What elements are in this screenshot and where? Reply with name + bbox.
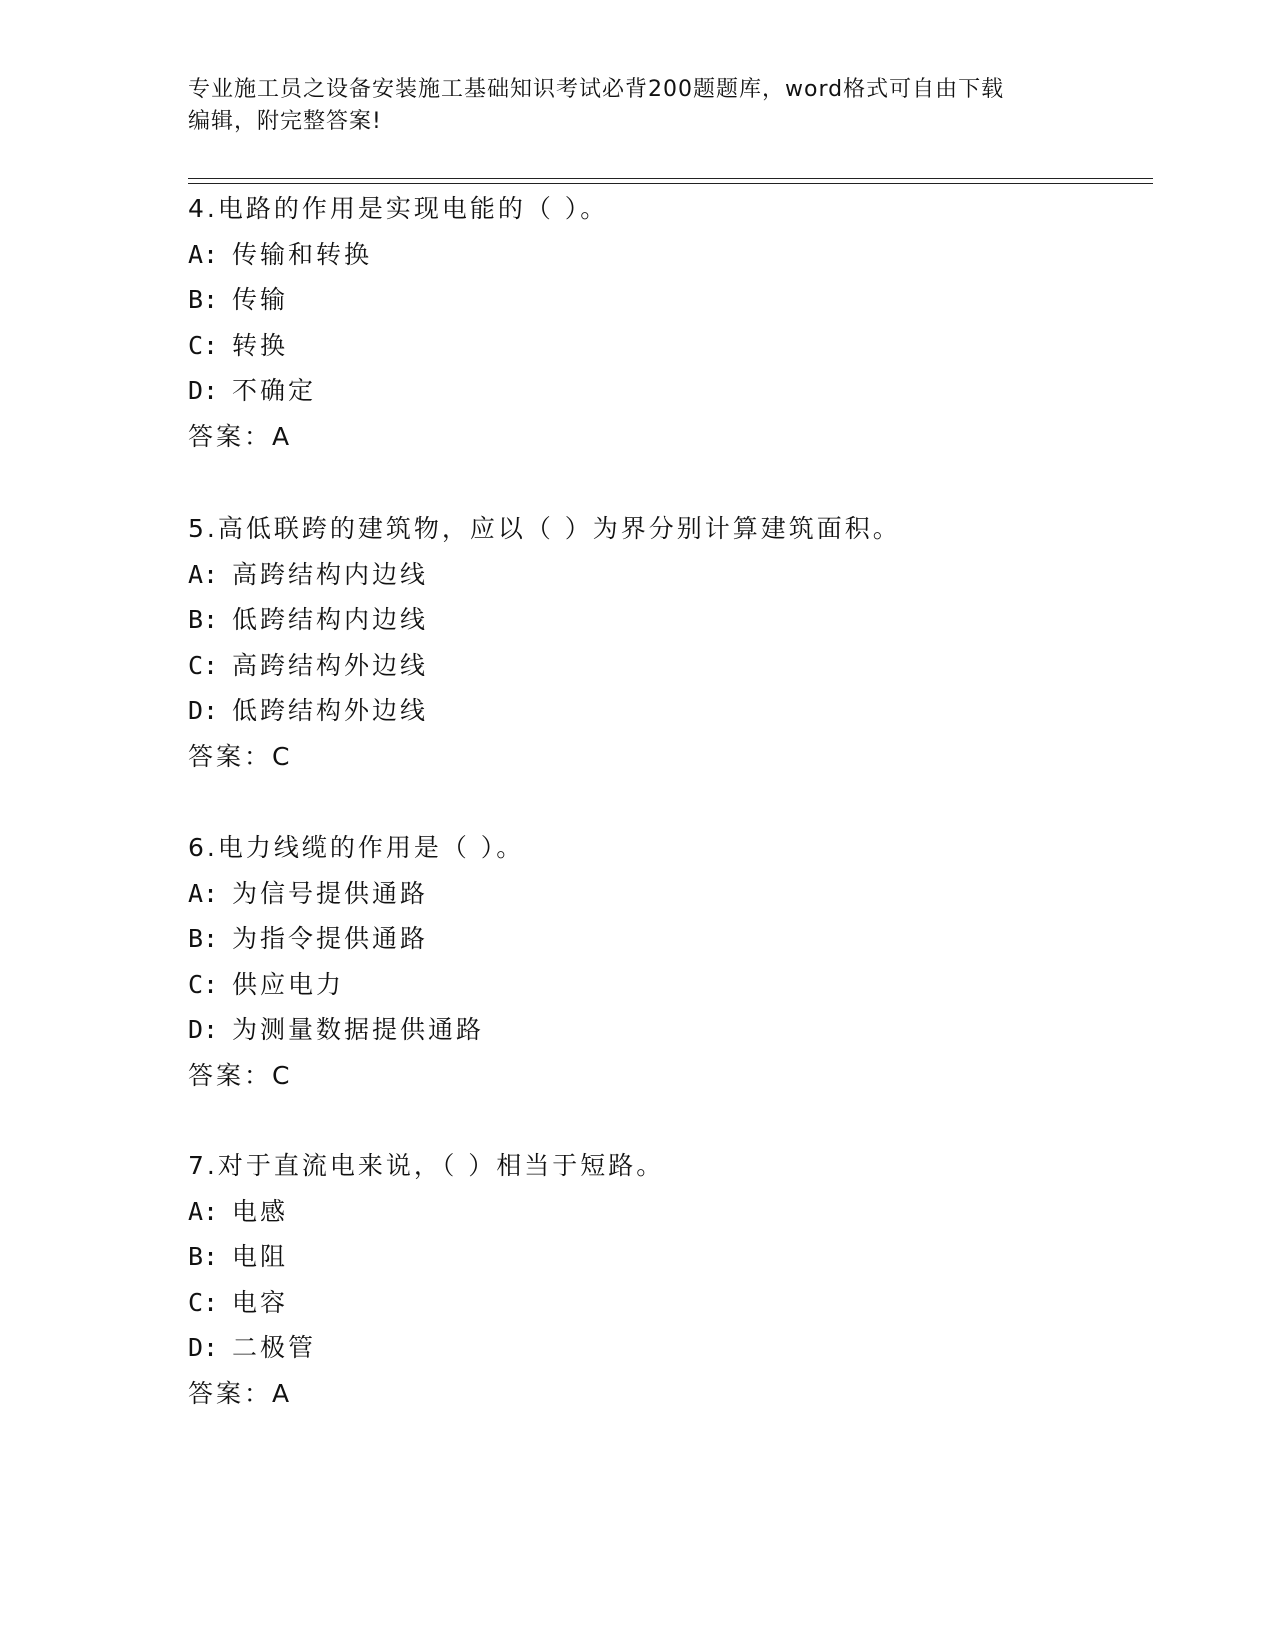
option-text: 转换 [232,330,289,360]
option-text: 传输和转换 [232,239,373,269]
answer-line [188,414,1148,460]
answer-value: C [272,1060,293,1090]
option-c [188,643,1148,689]
question-stem: 6.电力线缆的作用是（ ）。 [188,833,525,862]
option-letter: D: [188,1333,219,1362]
answer-label: 答案： [188,1060,273,1090]
option-text: 二极管 [232,1333,317,1362]
option-c [188,323,1148,369]
option-text: 低跨结构外边线 [232,696,429,725]
option-letter: B: [188,1242,219,1271]
option-text: 低跨结构内边线 [232,605,429,634]
header-divider-bottom [188,183,1153,184]
option-a [188,552,1148,598]
answer-value: A [272,1378,293,1408]
question-block [188,1143,1148,1416]
option-letter: D: [188,376,219,405]
option-letter: C: [188,330,219,360]
option-letter: B: [188,285,219,314]
question-block [188,186,1148,459]
option-text: 供应电力 [232,969,345,999]
option-b [188,277,1148,323]
option-letter: C: [188,1287,219,1317]
answer-label: 答案： [188,1378,273,1408]
option-text: 电容 [232,1287,289,1317]
document-header [188,74,1088,138]
option-text: 高跨结构外边线 [232,650,429,680]
header-line-2: 编辑，附完整答案! [188,109,382,134]
option-d [188,368,1148,414]
option-text: 电感 [232,1196,289,1226]
option-letter: C: [188,969,219,999]
answer-line [188,1053,1148,1099]
option-d [188,1325,1148,1371]
option-letter: A: [188,1196,219,1226]
option-b [188,597,1148,643]
question-stem: 7.对于直流电来说，（ ）相当于短路。 [188,1151,665,1180]
option-letter: D: [188,1015,219,1044]
option-text: 电阻 [232,1242,289,1271]
option-text: 传输 [232,285,289,314]
option-text: 为测量数据提供通路 [232,1015,485,1044]
option-b [188,1234,1148,1280]
option-d [188,1007,1148,1053]
option-text: 为信号提供通路 [232,878,429,908]
question-stem: 4.电路的作用是实现电能的（ ）。 [188,194,609,223]
option-a [188,232,1148,278]
question-block [188,506,1148,779]
option-letter: A: [188,239,219,269]
option-c [188,962,1148,1008]
option-b [188,916,1148,962]
option-text: 不确定 [232,376,317,405]
header-line-1: 专业施工员之设备安装施工基础知识考试必背200题题库，word格式可自由下载 [188,77,1005,102]
option-letter: A: [188,559,219,589]
option-letter: C: [188,650,219,680]
option-c [188,1280,1148,1326]
option-a [188,1189,1148,1235]
question-stem: 5.高低联跨的建筑物，应以（ ）为界分别计算建筑面积。 [188,514,901,543]
question-block [188,825,1148,1098]
answer-label: 答案： [188,741,273,771]
option-letter: D: [188,696,219,725]
option-letter: B: [188,924,219,953]
option-d [188,688,1148,734]
answer-label: 答案： [188,421,273,451]
option-a [188,871,1148,917]
option-text: 高跨结构内边线 [232,559,429,589]
answer-line [188,734,1148,780]
option-letter: A: [188,878,219,908]
answer-value: C [272,741,293,771]
answer-value: A [272,421,293,451]
answer-line [188,1371,1148,1417]
option-text: 为指令提供通路 [232,924,429,953]
option-letter: B: [188,605,219,634]
header-divider-top [188,178,1153,179]
